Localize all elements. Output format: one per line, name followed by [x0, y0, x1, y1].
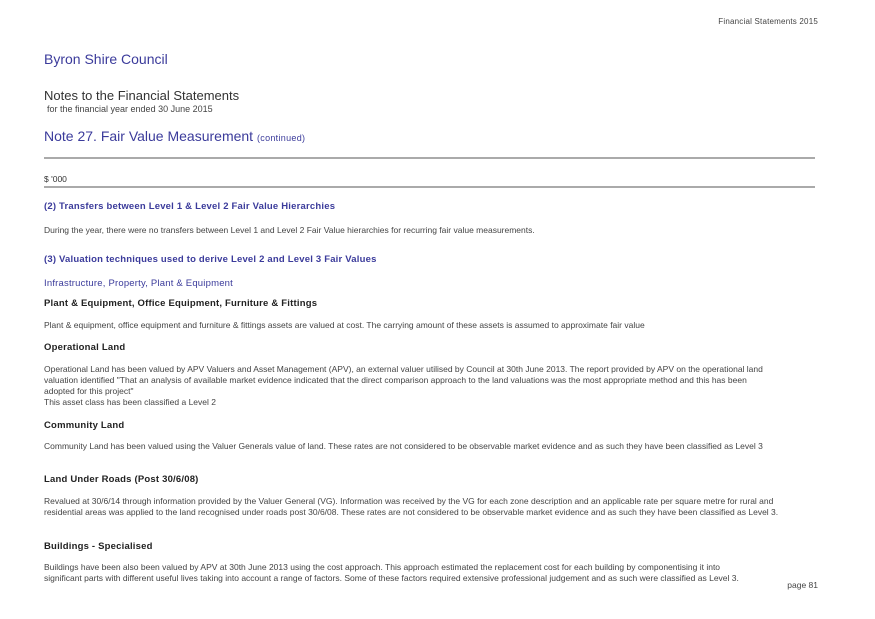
buildings-text: Buildings have been also been valued by APV at 30th June 2013 using the cost approach. This approach estimated the replacement cost for each building by componentising it into significant parts with different useful lives taking into account a range of factors. Some of these factors required extensive professional judgement and as such were classified as Level 3. — [44, 562, 739, 583]
buildings-heading: Buildings - Specialised — [44, 541, 153, 552]
community-land-heading: Community Land — [44, 420, 125, 431]
council-name: Byron Shire Council — [44, 51, 168, 67]
note-heading — [44, 128, 305, 144]
document-header-title: Financial Statements 2015 — [718, 17, 818, 26]
divider-top — [44, 157, 815, 159]
land-under-roads-heading: Land Under Roads (Post 30/6/08) — [44, 474, 199, 485]
page-number: page 81 — [787, 580, 818, 590]
valuation-heading: (3) Valuation techniques used to derive Level 2 and Level 3 Fair Values — [44, 254, 377, 265]
note-title: Note 27. Fair Value Measurement — [44, 128, 254, 144]
notes-title: Notes to the Financial Statements — [44, 88, 240, 103]
plant-text: Plant & equipment, office equipment and furniture & fittings assets are valued at cost. The carrying amount of these assets is assumed to approximate fair value — [44, 320, 645, 330]
notes-subtitle: for the financial year ended 30 June 2015 — [47, 104, 213, 114]
operational-land-heading: Operational Land — [44, 342, 126, 353]
land-under-roads-text: Revalued at 30/6/14 through information provided by the Valuer General (VG). Information was received by the VG for each zone description and an applicable rate per square metre for rural and residential areas was applied to the land recognised under roads post 30/6/08. These rates are not considered to be observable market evidence and as such they have been classified as Level 3. — [44, 496, 779, 517]
unit-label: $ '000 — [44, 174, 67, 184]
transfers-heading: (2) Transfers between Level 1 & Level 2 Fair Value Hierarchies — [44, 201, 336, 212]
plant-heading: Plant & Equipment, Office Equipment, Furniture & Fittings — [44, 298, 318, 309]
operational-land-text: Operational Land has been valued by APV Valuers and Asset Management (APV), an external valuer utilised by Council at 30th June 2013. The report provided by APV on the operational land valuation identified "That an analysis of available market evidence indicated that the direct comparison approach to the land valuations was the most appropriate method and this has been adopted for this project" — [44, 364, 763, 396]
divider-bottom — [44, 186, 815, 188]
community-land-text: Community Land has been valued using the Valuer Generals value of land. These rates are not considered to be observable market evidence and as such they have been classified as Level 3 — [44, 441, 763, 451]
operational-land-level: This asset class has been classified a Level 2 — [44, 397, 216, 407]
continued-label: (continued) — [256, 133, 306, 143]
transfers-text: During the year, there were no transfers between Level 1 and Level 2 Fair Value hierarchies for recurring fair value measurements. — [44, 225, 535, 235]
ippe-subheading: Infrastructure, Property, Plant & Equipment — [44, 278, 234, 289]
